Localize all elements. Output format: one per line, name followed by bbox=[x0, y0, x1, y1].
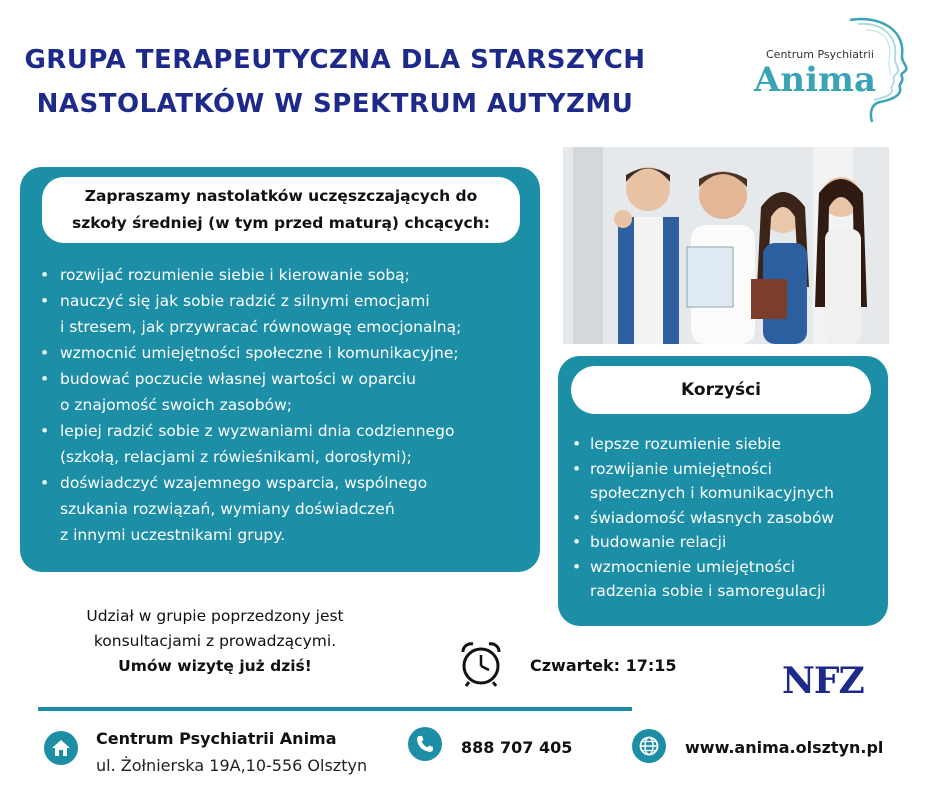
goal-item: • wzmocnić umiejętności społeczne i komunikacyjne; bbox=[38, 340, 533, 366]
alarm-clock-icon bbox=[458, 640, 504, 692]
benefit-item: • lepsze rozumienie siebie bbox=[570, 432, 885, 457]
goal-item: • nauczyć się jak sobie radzić z silnymi emocjami i stresem, jak przywracać równowagę emocjonalną; bbox=[38, 288, 533, 340]
website-link[interactable]: www.anima.olsztyn.pl bbox=[685, 738, 884, 757]
goal-item: • doświadczyć wzajemnego wsparcia, wspólnego szukania rozwiązań, wymiany doświadczeń z innymi uczestnikami grupy. bbox=[38, 470, 533, 548]
goal-item: • rozwijać rozumienie siebie i kierowanie sobą; bbox=[38, 262, 533, 288]
title-line-1: GRUPA TERAPEUTYCZNA DLA STARSZYCH bbox=[24, 45, 646, 75]
clinic-name: Centrum Psychiatrii Anima bbox=[96, 729, 337, 748]
benefit-item: • budowanie relacji bbox=[570, 530, 885, 555]
phone-number[interactable]: 888 707 405 bbox=[461, 738, 573, 757]
logo bbox=[740, 10, 920, 130]
note-line-2: konsultacjami z prowadzącymi. bbox=[93, 632, 337, 650]
goal-item: • budować poczucie własnej wartości w oparciu o znajomość swoich zasobów; bbox=[38, 366, 533, 418]
benefits-list bbox=[570, 432, 885, 604]
intro-box bbox=[42, 177, 520, 243]
title-line-2: NASTOLATKÓW W SPEKTRUM AUTYZMU bbox=[36, 89, 634, 119]
page-title bbox=[20, 38, 650, 126]
teenagers-photo bbox=[563, 147, 889, 344]
schedule-time: Czwartek: 17:15 bbox=[530, 656, 677, 675]
phone-icon bbox=[408, 727, 442, 761]
call-to-action: Umów wizytę już dziś! bbox=[118, 657, 312, 675]
note-line-1: Udział w grupie poprzedzony jest bbox=[86, 607, 344, 625]
logo-name: Anima bbox=[754, 60, 877, 100]
intro-line-1: Zapraszamy nastolatków uczęszczających do bbox=[84, 187, 478, 205]
benefit-item: • wzmocnienie umiejętności radzenia sobie i samoregulacji bbox=[570, 555, 885, 604]
globe-icon bbox=[632, 729, 666, 763]
goal-item: • lepiej radzić sobie z wyzwaniami dnia codziennego (szkołą, relacjami z rówieśnikami, dorosłymi); bbox=[38, 418, 533, 470]
goals-list bbox=[38, 262, 533, 548]
intro-line-2: szkoły średniej (w tym przed maturą) chcących: bbox=[72, 214, 490, 232]
consultation-note bbox=[45, 604, 385, 679]
teenagers-illustration bbox=[563, 147, 889, 344]
divider bbox=[38, 707, 632, 711]
clinic-address: ul. Żołnierska 19A,10-556 Olsztyn bbox=[96, 756, 368, 775]
benefits-heading: Korzyści bbox=[571, 366, 871, 414]
benefit-item: • świadomość własnych zasobów bbox=[570, 506, 885, 531]
benefit-item: • rozwijanie umiejętności społecznych i komunikacyjnych bbox=[570, 457, 885, 506]
nfz-logo: NFZ bbox=[782, 660, 864, 702]
logo-subtitle: Centrum Psychiatrii bbox=[766, 48, 874, 61]
home-icon bbox=[44, 731, 78, 765]
